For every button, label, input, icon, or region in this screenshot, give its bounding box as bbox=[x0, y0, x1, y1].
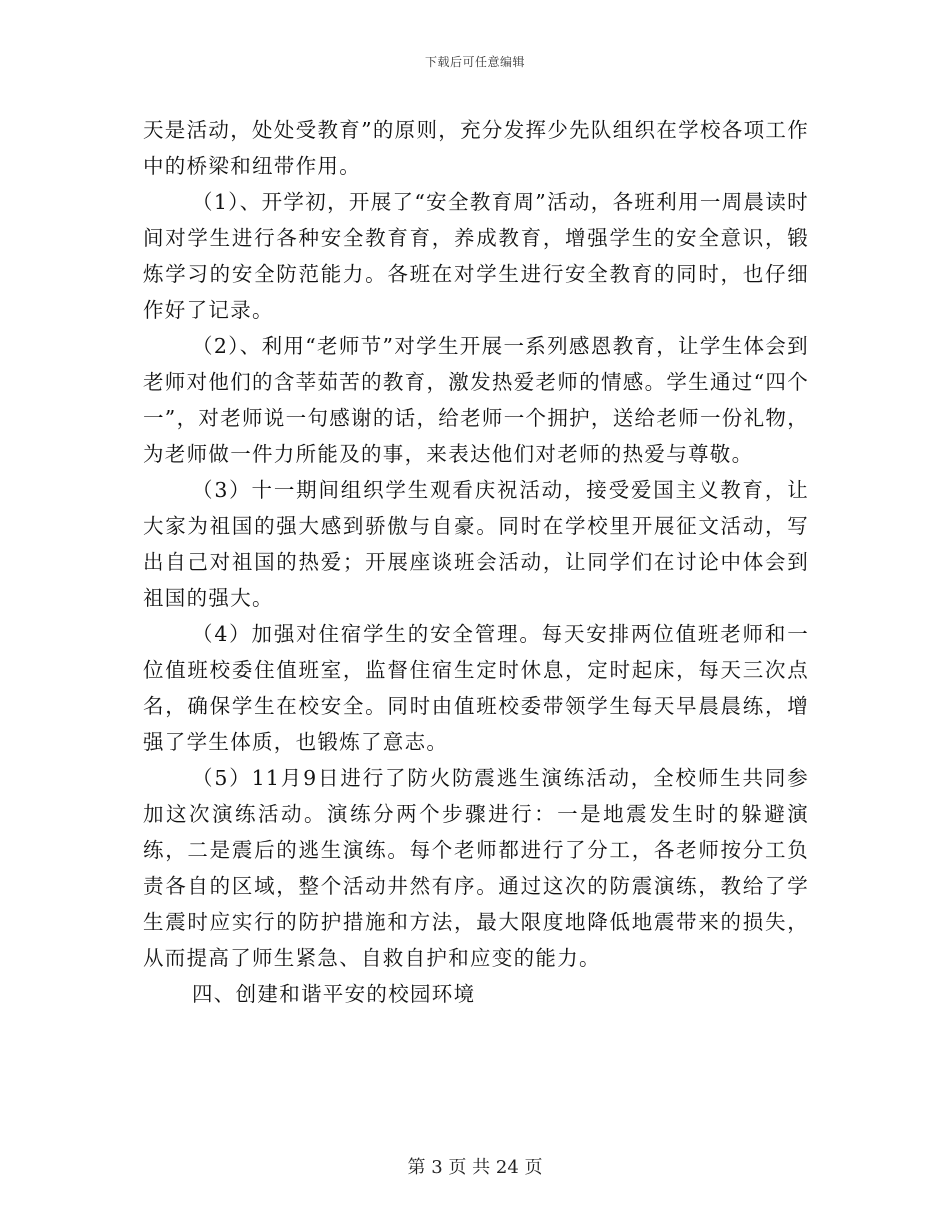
paragraph-item-1: （1）、开学初，开展了“安全教育周”活动，各班利用一周晨读时间对学生进行各种安全教育育，养成教育，增强学生的安全意识，锻炼学习的安全防范能力。各班在对学生进行安全教育的同时，也仔细作好了记录。 bbox=[143, 190, 809, 322]
paragraph-item-2: （2）、利用“老师节”对学生开展一系列感恩教育，让学生体会到老师对他们的含莘茹苦的教育，激发热爱老师的情感。学生通过“四个一”，对老师说一句感谢的话，给老师一个拥护，送给老师一份礼物，为老师做一件力所能及的事，来表达他们对老师的热爱与尊敬。 bbox=[143, 334, 809, 466]
section-heading: 四、创建和谐平安的校园环境 bbox=[192, 982, 476, 1006]
footer-prefix: 第 bbox=[407, 1157, 426, 1178]
paragraph-item-4: （4）加强对住宿学生的安全管理。每天安排两位值班老师和一位值班校委住值班室，监督住宿生定时休息，定时起床，每天三次点名，确保学生在校安全。同时由值班校委带领学生每天早晨晨练，增强了学生体质，也锻炼了意志。 bbox=[143, 622, 809, 754]
page-number: 3 bbox=[431, 1157, 443, 1178]
footer-middle: 页 共 bbox=[448, 1157, 491, 1178]
paragraph-continuation: 天是活动，处处受教育”的原则，充分发挥少先队组织在学校各项工作中的桥梁和纽带作用。 bbox=[143, 118, 809, 178]
page-header: 下载后可任意编辑 bbox=[424, 55, 525, 69]
document-body bbox=[143, 112, 809, 1012]
page-footer bbox=[0, 1153, 950, 1179]
total-pages: 24 bbox=[495, 1157, 519, 1178]
paragraph-item-5: （5）11月9日进行了防火防震逃生演练活动，全校师生共同参加这次演练活动。演练分两个步骤进行：一是地震发生时的躲避演练，二是震后的逃生演练。每个老师都进行了分工，各老师按分工负责各自的区域，整个活动井然有序。通过这次的防震演练，教给了学生震时应实行的防护措施和方法，最大限度地降低地震带来的损失，从而提高了师生紧急、自救自护和应变的能力。 bbox=[143, 766, 809, 970]
paragraph-item-3: （3）十一期间组织学生观看庆祝活动，接受爱国主义教育，让大家为祖国的强大感到骄傲与自豪。同时在学校里开展征文活动，写出自己对祖国的热爱；开展座谈班会活动，让同学们在讨论中体会到祖国的强大。 bbox=[143, 478, 809, 610]
footer-suffix: 页 bbox=[524, 1157, 543, 1178]
